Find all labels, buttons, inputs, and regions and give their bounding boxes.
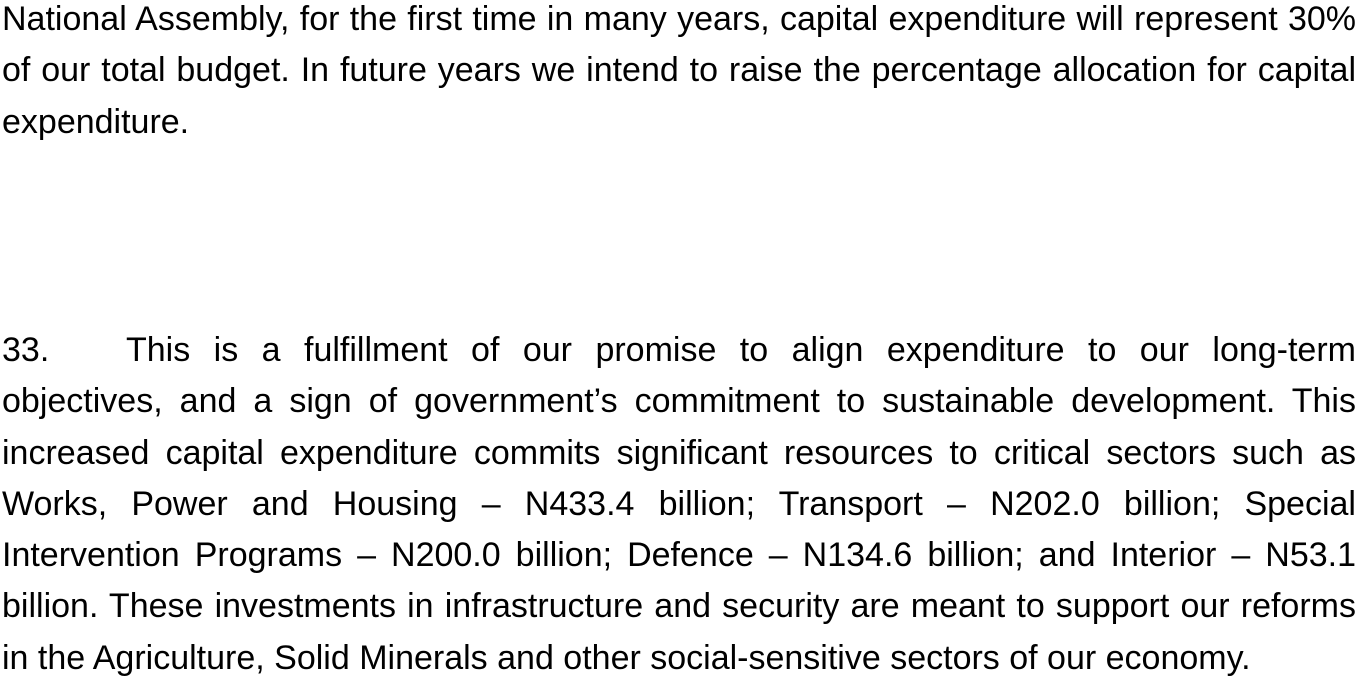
paragraph-number: 33.	[2, 331, 50, 369]
paragraph-33	[2, 325, 1356, 684]
paragraph-33-text: This is a fulfillment of our promise to align expenditure to our long-term objectives, and a sign of government’s commitment to sustainable development. This increased capital expenditure commits significant resources to critical sectors such as Works, Power and Housing – N433.4 billion; Transport – N202.0 billion; Special Intervention Programs – N200.0 billion; Defence – N134.6 billion; and Interior – N53.1 billion. These investments in infrastructure and security are meant to support our reforms in the Agriculture, Solid Minerals and other social-sensitive sectors of our economy.	[2, 331, 1356, 677]
paragraph-continued: National Assembly, for the first time in many years, capital expenditure will represent 30% of our total budget. In future years we intend to raise the percentage allocation for capital expenditure.	[2, 0, 1356, 141]
